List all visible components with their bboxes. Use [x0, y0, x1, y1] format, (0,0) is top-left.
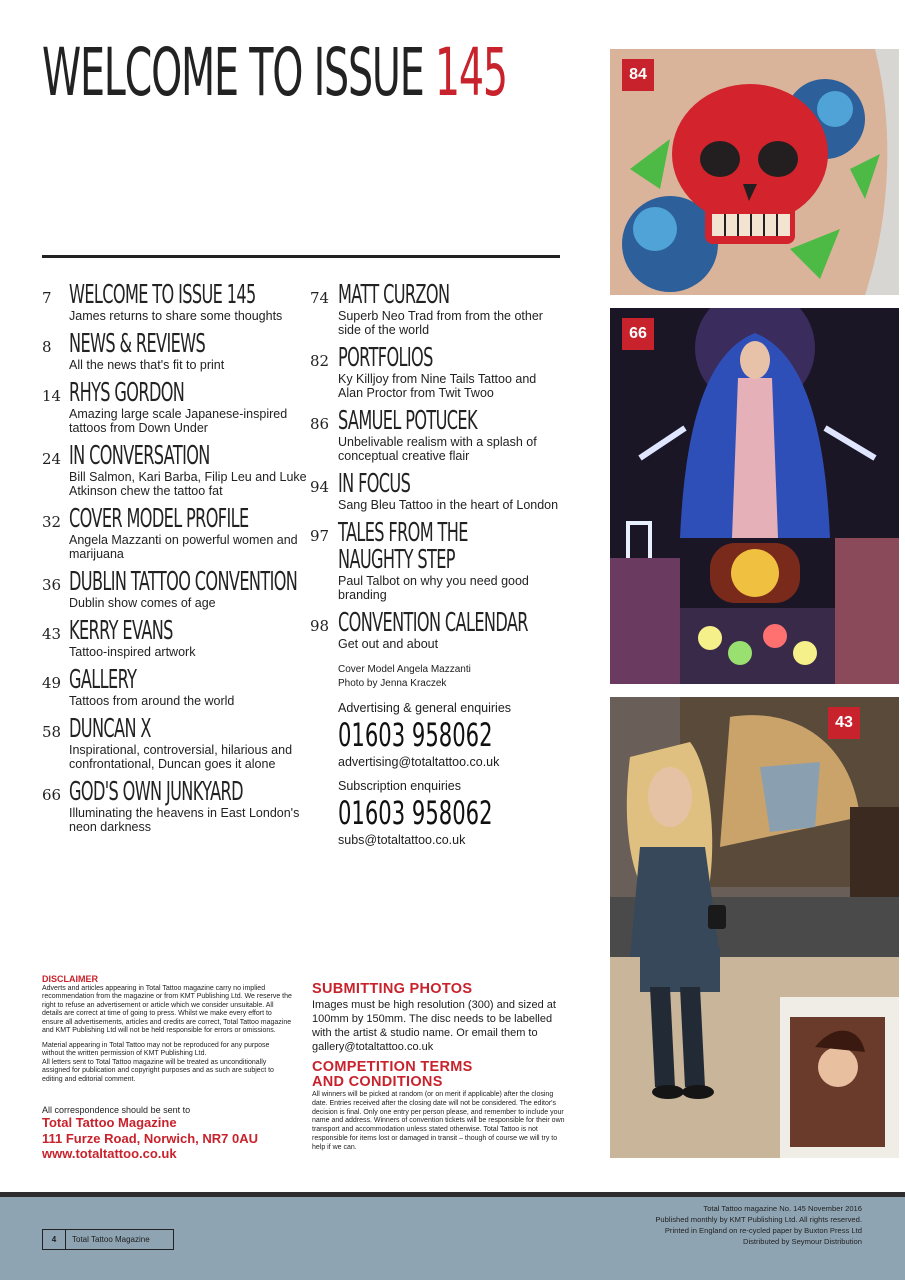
cover-credits	[338, 663, 562, 691]
page-badge: 66	[622, 318, 654, 350]
website-link[interactable]: www.totaltattoo.co.uk	[42, 1146, 177, 1161]
entry-page-number: 74	[310, 289, 330, 307]
contents-entry[interactable]	[310, 282, 562, 337]
page-badge: 84	[622, 59, 654, 91]
contents-entry[interactable]	[310, 345, 562, 400]
contents-entry[interactable]	[42, 716, 307, 771]
neon-shrine-illustration	[610, 308, 899, 684]
contents-entry[interactable]	[42, 569, 307, 610]
correspondence-street: 111 Furze Road, Norwich, NR7 0AU	[42, 1130, 259, 1146]
entry-page-number: 49	[42, 674, 62, 692]
entry-description: Unbelivable realism with a splash of conceptual creative flair	[338, 435, 537, 463]
competition-body: All winners will be picked at random (or on merit if applicable) after the closing date. Entries received after the closing date will not be considered. The editor's decision is final. Only one entry per person please, and remember to include your name and address. Winners of convention tickets will be responsible for their own transport and accommodation unless stated otherwise. Total Tattoo is not responsible for items lost or damaged in transit – though of course we will try to help if we can.	[312, 1091, 565, 1151]
entry-description: Paul Talbot on why you need good branding	[338, 574, 529, 602]
imprint-line: Total Tattoo magazine No. 145 November 2016	[703, 1204, 862, 1213]
entry-title: DUNCAN X	[69, 714, 151, 744]
contents-entry[interactable]	[42, 667, 307, 708]
page-folio	[42, 1229, 174, 1250]
entry-title-line-2: NAUGHTY STEP	[338, 545, 455, 575]
entry-page-number: 86	[310, 415, 330, 433]
correspondence-name: Total Tattoo Magazine	[42, 1115, 177, 1130]
entry-page-number: 32	[42, 513, 62, 531]
contents-entry[interactable]	[42, 380, 307, 435]
contents-entry[interactable]	[42, 506, 307, 561]
photo-artist-portrait[interactable]	[610, 697, 899, 1158]
submitting-body: Images must be high resolution (300) and sized at 100mm by 150mm. The disc needs to be labelled with the artist & studio name. Or email them to gallery@totaltattoo.co.uk	[312, 999, 556, 1053]
entry-description: Tattoos from around the world	[69, 694, 235, 708]
entry-description: Illuminating the heavens in East London's neon darkness	[69, 806, 300, 834]
contents-entry[interactable]	[310, 471, 562, 512]
entry-page-number: 82	[310, 352, 330, 370]
entry-title: GOD'S OWN JUNKYARD	[69, 777, 243, 807]
competition-heading: COMPETITION TERMS	[312, 1059, 473, 1075]
entry-title: DUBLIN TATTOO CONVENTION	[69, 567, 298, 597]
contents-left-column	[42, 282, 307, 842]
entry-page-number: 98	[310, 617, 330, 635]
contents-entry[interactable]	[310, 610, 562, 651]
page-number: 4	[43, 1230, 66, 1249]
entry-title: PORTFOLIOS	[338, 343, 433, 373]
entry-description: Inspirational, controversial, hilarious and confrontational, Duncan goes it alone	[69, 743, 293, 771]
entry-description: Get out and about	[338, 637, 439, 651]
entry-title: TALES FROM THE	[338, 518, 468, 548]
photo-neon-shrine[interactable]	[610, 308, 899, 684]
subscription-phone[interactable]: 01603 958062	[338, 794, 493, 832]
entry-description: Amazing large scale Japanese-inspired tattoos from Down Under	[69, 407, 288, 435]
photo-skull-tattoo[interactable]	[610, 49, 899, 295]
subscription-label: Subscription enquiries	[338, 779, 461, 793]
entry-title: IN CONVERSATION	[69, 441, 210, 471]
entry-description: Tattoo-inspired artwork	[69, 645, 196, 659]
imprint	[655, 1203, 862, 1247]
disclaimer-heading: DISCLAIMER	[42, 974, 98, 984]
entry-title: WELCOME TO ISSUE 145	[69, 280, 256, 310]
entry-description: Dublin show comes of age	[69, 596, 216, 610]
page-badge: 43	[828, 707, 860, 739]
cover-model-credit: Cover Model Angela Mazzanti	[338, 664, 471, 675]
entry-page-number: 66	[42, 786, 62, 804]
magazine-name: Total Tattoo Magazine	[72, 1235, 150, 1244]
contents-entry[interactable]	[42, 618, 307, 659]
advertising-phone[interactable]: 01603 958062	[338, 716, 493, 754]
correspondence-lead: All correspondence should be sent to	[42, 1105, 191, 1115]
disclaimer-paragraph: Material appearing in Total Tattoo may not be reproduced for any purpose without the written permission of KMT Publishing Ltd.	[42, 1041, 270, 1057]
entry-description: Sang Bleu Tattoo in the heart of London	[338, 498, 559, 512]
imprint-line: Published monthly by KMT Publishing Ltd. All rights reserved.	[655, 1215, 862, 1224]
subscription-enquiries	[338, 779, 562, 847]
title-divider	[42, 255, 560, 258]
contents-entry[interactable]	[310, 520, 562, 602]
advertising-email[interactable]: advertising@totaltattoo.co.uk	[338, 755, 500, 769]
entry-page-number: 58	[42, 723, 62, 741]
entry-page-number: 7	[42, 289, 52, 307]
title-text: WELCOME TO ISSUE	[42, 34, 424, 111]
entry-description: All the news that's fit to print	[69, 358, 225, 372]
advertising-label: Advertising & general enquiries	[338, 701, 512, 715]
entry-page-number: 14	[42, 387, 62, 405]
entry-title: GALLERY	[69, 665, 137, 695]
entry-title: RHYS GORDON	[69, 378, 185, 408]
contents-right-column	[310, 282, 562, 847]
entry-title: SAMUEL POTUCEK	[338, 406, 477, 436]
entry-title: NEWS & REVIEWS	[69, 329, 206, 359]
competition-heading-line-2: AND CONDITIONS	[312, 1074, 443, 1090]
disclaimer	[42, 975, 292, 1090]
contents-entry[interactable]	[42, 779, 307, 834]
contents-entry[interactable]	[310, 408, 562, 463]
contents-entry[interactable]	[42, 331, 307, 372]
entry-title: CONVENTION CALENDAR	[338, 608, 528, 638]
entry-page-number: 97	[310, 527, 330, 545]
artist-portrait-illustration	[610, 697, 899, 1158]
entry-description: James returns to share some thoughts	[69, 309, 283, 323]
contents-entry[interactable]	[42, 443, 307, 498]
entry-description: Angela Mazzanti on powerful women and marijuana	[69, 533, 298, 561]
imprint-line: Printed in England on re-cycled paper by Buxton Press Ltd	[664, 1226, 862, 1235]
subscription-email[interactable]: subs@totaltattoo.co.uk	[338, 833, 466, 847]
page-title	[42, 34, 507, 111]
submitting-heading: SUBMITTING PHOTOS	[312, 981, 473, 997]
submitting-section	[312, 982, 567, 1153]
entry-title: IN FOCUS	[338, 469, 411, 499]
entry-title: MATT CURZON	[338, 280, 450, 310]
entry-page-number: 94	[310, 478, 330, 496]
cover-photo-credit: Photo by Jenna Kraczek	[338, 678, 447, 689]
entry-description: Bill Salmon, Kari Barba, Filip Leu and Luke Atkinson chew the tattoo fat	[69, 470, 307, 498]
disclaimer-paragraph: Adverts and articles appearing in Total Tattoo magazine carry no implied recommendation from the magazine or from KMT Publishing Ltd. We reserve the right to refuse an advertisement or article which we consider unsuitable. All details are correct at time of going to press. Whilst we make every effort to ensure all advertisements, articles and credits are correct, Total Tattoo magazine and KMT Publishing Ltd will not be held responsible for errors or omissions.	[42, 984, 292, 1034]
entry-page-number: 43	[42, 625, 62, 643]
issue-number: 145	[434, 34, 507, 111]
entry-description: Ky Killjoy from Nine Tails Tattoo and Alan Proctor from Twit Twoo	[338, 372, 537, 400]
correspondence-address	[42, 1105, 302, 1162]
entry-title: COVER MODEL PROFILE	[69, 504, 249, 534]
page-footer	[0, 1197, 905, 1280]
contents-entry[interactable]	[42, 282, 307, 323]
entry-page-number: 8	[42, 338, 52, 356]
entry-page-number: 24	[42, 450, 62, 468]
disclaimer-paragraph: All letters sent to Total Tattoo magazine will be treated as unconditionally assigned for publication and copyright purposes and as such are subject to editing and editorial comment.	[42, 1058, 274, 1083]
entry-title: KERRY EVANS	[69, 616, 173, 646]
entry-description: Superb Neo Trad from from the other side of the world	[338, 309, 543, 337]
imprint-line: Distributed by Seymour Distribution	[742, 1237, 862, 1246]
entry-page-number: 36	[42, 576, 62, 594]
advertising-enquiries	[338, 701, 562, 769]
